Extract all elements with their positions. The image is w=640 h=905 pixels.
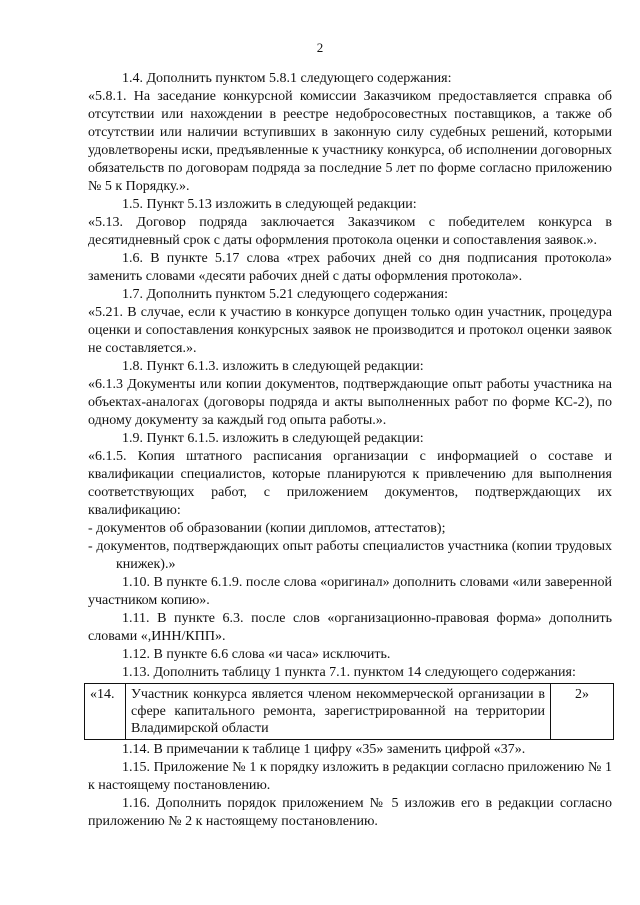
clause-5-13: «5.13. Договор подряда заключается Заказчиком с победителем конкурса в десятидневный срок с даты оформления протокола оценки и сопоставления заявок.».	[88, 215, 612, 248]
item-1-10: 1.10. В пункте 6.1.9. после слова «оригинал» дополнить словами «или заверенной участником копию».	[88, 575, 612, 608]
item-1-6: 1.6. В пункте 5.17 слова «трех рабочих дней со дня подписания протокола» заменить словами «десяти рабочих дней с даты оформления протокола».	[88, 251, 612, 284]
dash-item-experience: - документов, подтверждающих опыт работы специалистов участника (копии трудовых книжек).»	[88, 539, 612, 572]
item-1-16: 1.16. Дополнить порядок приложением № 5 изложив его в редакции согласно приложению № 2 к настоящему постановлению.	[88, 796, 612, 829]
item-1-12: 1.12. В пункте 6.6 слова «и часа» исключить.	[122, 647, 391, 662]
item-1-13: 1.13. Дополнить таблицу 1 пункта 7.1. пунктом 14 следующего содержания:	[122, 665, 576, 680]
clause-5-21: «5.21. В случае, если к участию в конкурсе допущен только один участник, процедура оценки и сопоставления конкурсных заявок не производится и протокол оценки заявок не составляется.».	[88, 305, 612, 356]
page-number: 2	[316, 40, 324, 55]
table-row	[85, 684, 614, 740]
clause-6-1-5: «6.1.5. Копия штатного расписания организации с информацией о составе и квалификации специалистов, которые планируются к привлечению для выполнения соответствующих работ, с приложением документов, подтверждающих их квалификацию:	[88, 449, 612, 518]
dash-item-education: - документов об образовании (копии дипломов, аттестатов);	[88, 521, 446, 536]
item-1-5: 1.5. Пункт 5.13 изложить в следующей редакции:	[122, 197, 417, 212]
item-1-9: 1.9. Пункт 6.1.5. изложить в следующей редакции:	[122, 431, 424, 446]
item-1-7: 1.7. Дополнить пунктом 5.21 следующего содержания:	[122, 287, 449, 302]
document-body	[88, 70, 612, 831]
item-1-4: 1.4. Дополнить пунктом 5.8.1 следующего содержания:	[122, 71, 452, 86]
item-1-15: 1.15. Приложение № 1 к порядку изложить в редакции согласно приложению № 1 к настоящему постановлению.	[88, 760, 612, 793]
clause-6-1-3: «6.1.3 Документы или копии документов, подтверждающие опыт работы участника на объектах-аналогах (договоры подряда и акты выполненных работ по форме КС-2), по одному документу за каждый год опыта работы.».	[88, 377, 612, 428]
table-cell-number: «14.	[85, 684, 126, 740]
item-1-11: 1.11. В пункте 6.3. после слов «организационно-правовая форма» дополнить словами «,ИНН/КПП».	[88, 611, 612, 644]
clause-5-8-1: «5.8.1. На заседание конкурсной комиссии Заказчиком предоставляется справка об отсутствии или нахождении в реестре недобросовестных поставщиков, а также об отсутствии или наличии вступивших в законную силу судебных решений, которыми удовлетворены иски, предъявленные к участнику конкурса, об исполнении договорных обязательств по договорам подряда за последние 5 лет по форме согласно приложению № 5 к Порядку.».	[88, 89, 612, 194]
amendment-table	[84, 683, 614, 740]
item-1-8: 1.8. Пункт 6.1.3. изложить в следующей редакции:	[122, 359, 424, 374]
table-cell-criterion: Участник конкурса является членом некоммерческой организации в сфере капитального ремонта, зарегистрированной на территории Владимирской области	[126, 684, 551, 740]
item-1-14: 1.14. В примечании к таблице 1 цифру «35» заменить цифрой «37».	[122, 742, 526, 757]
table-cell-score: 2»	[551, 684, 614, 740]
